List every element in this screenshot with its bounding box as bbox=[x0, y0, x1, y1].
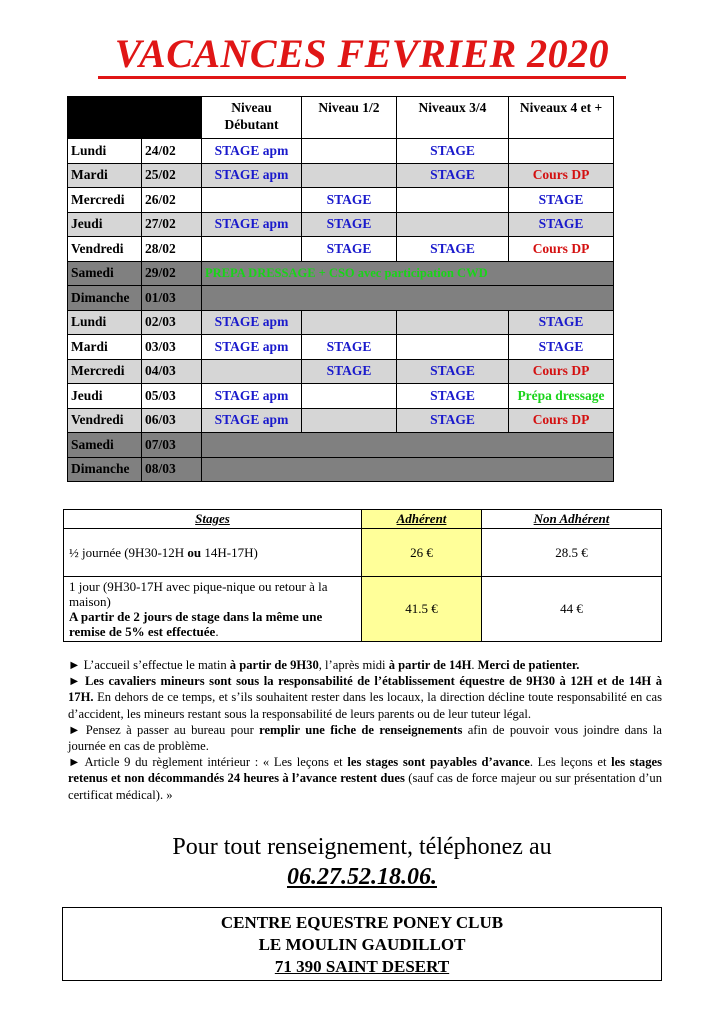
schedule-cell-level-1: STAGE apm bbox=[202, 163, 302, 188]
schedule-cell-level-4: STAGE bbox=[509, 310, 614, 335]
note-fiche-c: afin de pouvoir vous joindre dans la journée en cas de problème. bbox=[68, 722, 663, 754]
note-article-9 bbox=[68, 754, 662, 803]
schedule-row bbox=[68, 286, 614, 311]
schedule-weekend-event bbox=[202, 433, 614, 458]
note-accueil-e: . bbox=[471, 658, 478, 672]
header-niveau-debutant: Niveau Débutant bbox=[202, 97, 302, 139]
schedule-cell-level-4: Prépa dressage bbox=[509, 384, 614, 409]
schedule-date: 04/03 bbox=[142, 359, 202, 384]
note-article-bold-1: les stages sont payables d’avance bbox=[347, 755, 530, 770]
schedule-date: 07/03 bbox=[142, 433, 202, 458]
schedule-row bbox=[68, 212, 614, 237]
schedule-row bbox=[68, 433, 614, 458]
schedule-cell-level-3: STAGE bbox=[397, 408, 509, 433]
schedule-date: 06/03 bbox=[142, 408, 202, 433]
schedule-day: Lundi bbox=[68, 139, 142, 164]
schedule-cell-level-2: STAGE bbox=[302, 335, 397, 360]
schedule-cell-level-1: STAGE apm bbox=[202, 408, 302, 433]
schedule-weekend-event bbox=[202, 457, 614, 482]
schedule-date: 24/02 bbox=[142, 139, 202, 164]
schedule-cell-level-4: STAGE bbox=[509, 335, 614, 360]
schedule-day: Mardi bbox=[68, 335, 142, 360]
schedule-date: 03/03 bbox=[142, 335, 202, 360]
footer-postal-address: 71 390 SAINT DESERT bbox=[274, 957, 450, 976]
pricing-header-stages: Stages bbox=[64, 510, 362, 529]
schedule-cell-level-1: STAGE apm bbox=[202, 335, 302, 360]
schedule-cell-level-2 bbox=[302, 408, 397, 433]
full-day-non-adherent-price: 44 € bbox=[482, 577, 662, 642]
schedule-cell-level-1 bbox=[202, 188, 302, 213]
schedule-header-row bbox=[68, 97, 614, 139]
schedule-day: Dimanche bbox=[68, 286, 142, 311]
schedule-row bbox=[68, 310, 614, 335]
note-responsabilite-bold: ► Les cavaliers mineurs sont sous la responsabilité de l’établissement équestre de 9H30 à 12H et de 14H à 17H. bbox=[68, 674, 662, 705]
schedule-cell-level-2 bbox=[302, 139, 397, 164]
schedule-date: 25/02 bbox=[142, 163, 202, 188]
note-article-bold-2: les stages retenus et non décommandés 24 heures à l’avance restent dues bbox=[68, 755, 662, 786]
schedule-cell-level-3 bbox=[397, 310, 509, 335]
schedule-day: Jeudi bbox=[68, 384, 142, 409]
note-accueil bbox=[68, 657, 662, 673]
schedule-cell-level-2: STAGE bbox=[302, 212, 397, 237]
pricing-row-full-day bbox=[64, 577, 662, 642]
schedule-date: 27/02 bbox=[142, 212, 202, 237]
schedule-cell-level-2 bbox=[302, 310, 397, 335]
schedule-cell-level-2: STAGE bbox=[302, 188, 397, 213]
half-day-adherent-price: 26 € bbox=[362, 529, 482, 577]
schedule-cell-level-3 bbox=[397, 212, 509, 237]
schedule-day: Mercredi bbox=[68, 188, 142, 213]
schedule-cell-level-4: Cours DP bbox=[509, 359, 614, 384]
schedule-cell-level-3 bbox=[397, 335, 509, 360]
schedule-date: 26/02 bbox=[142, 188, 202, 213]
schedule-body bbox=[68, 97, 614, 482]
schedule-row bbox=[68, 261, 614, 286]
half-day-label-b: 14H-17H) bbox=[201, 544, 258, 560]
full-day-label bbox=[64, 577, 362, 642]
note-article-a: ► Article 9 du règlement intérieur : « Les leçons et bbox=[68, 755, 348, 770]
schedule-cell-level-3: STAGE bbox=[397, 359, 509, 384]
schedule-date: 08/03 bbox=[142, 457, 202, 482]
schedule-row bbox=[68, 237, 614, 262]
schedule-cell-level-1: STAGE apm bbox=[202, 384, 302, 409]
half-day-non-adherent-price: 28.5 € bbox=[482, 529, 662, 577]
schedule-date: 02/03 bbox=[142, 310, 202, 335]
schedule-day: Vendredi bbox=[68, 408, 142, 433]
schedule-day: Jeudi bbox=[68, 212, 142, 237]
schedule-cell-level-1: STAGE apm bbox=[202, 212, 302, 237]
schedule-cell-level-4: Cours DP bbox=[509, 163, 614, 188]
schedule-day: Dimanche bbox=[68, 457, 142, 482]
footer-address-box bbox=[62, 907, 662, 981]
note-accueil-a: ► L’accueil s’effectue le matin bbox=[68, 658, 230, 672]
note-fiche bbox=[68, 722, 662, 754]
schedule-cell-level-4: Cours DP bbox=[509, 237, 614, 262]
phone-number[interactable]: 06.27.52.18.06. bbox=[287, 864, 437, 890]
schedule-weekend-event: PREPA DRESSAGE + CSO avec participation CWD bbox=[202, 261, 614, 286]
schedule-row bbox=[68, 188, 614, 213]
note-fiche-bold: remplir une fiche de renseignements bbox=[259, 722, 463, 737]
schedule-cell-level-2: STAGE bbox=[302, 237, 397, 262]
schedule-day: Samedi bbox=[68, 261, 142, 286]
schedule-date: 28/02 bbox=[142, 237, 202, 262]
schedule-cell-level-3: STAGE bbox=[397, 237, 509, 262]
schedule-cell-level-3: STAGE bbox=[397, 384, 509, 409]
schedule-cell-level-2 bbox=[302, 384, 397, 409]
half-day-label-or: ou bbox=[187, 544, 202, 560]
schedule-row bbox=[68, 335, 614, 360]
pricing-header-non-adherent: Non Adhérent bbox=[482, 510, 662, 529]
schedule-weekend-event bbox=[202, 286, 614, 311]
full-day-discount: A partir de 2 jours de stage dans la même une remise de 5% est effectuée bbox=[69, 609, 323, 639]
schedule-day: Samedi bbox=[68, 433, 142, 458]
schedule-cell-level-2: STAGE bbox=[302, 359, 397, 384]
header-niveaux-4-plus: Niveaux 4 et + bbox=[509, 97, 614, 139]
note-accueil-c: , l’après midi bbox=[318, 658, 389, 672]
half-day-label-a: ½ journée (9H30-12H bbox=[69, 544, 188, 560]
schedule-cell-level-1: STAGE apm bbox=[202, 139, 302, 164]
note-article-e: (sauf cas de force majeur ou sur présentation d’un certificat médical). » bbox=[68, 771, 662, 802]
schedule-cell-level-3 bbox=[397, 188, 509, 213]
pricing-header-row bbox=[64, 510, 662, 529]
schedule-row bbox=[68, 163, 614, 188]
header-niveau-1-2: Niveau 1/2 bbox=[302, 97, 397, 139]
schedule-row bbox=[68, 408, 614, 433]
pricing-row-half-day bbox=[64, 529, 662, 577]
pricing-header-adherent: Adhérent bbox=[362, 510, 482, 529]
schedule-date: 05/03 bbox=[142, 384, 202, 409]
note-fiche-a: ► Pensez à passer au bureau pour bbox=[68, 722, 260, 737]
note-accueil-time-am: à partir de 9H30 bbox=[229, 658, 319, 672]
note-accueil-patience: Merci de patienter. bbox=[477, 658, 580, 672]
schedule-row bbox=[68, 139, 614, 164]
half-day-label bbox=[64, 529, 362, 577]
schedule-date: 01/03 bbox=[142, 286, 202, 311]
schedule-cell-level-2 bbox=[302, 163, 397, 188]
schedule-cell-level-3: STAGE bbox=[397, 163, 509, 188]
header-day-blank bbox=[68, 97, 142, 139]
schedule-cell-level-1 bbox=[202, 237, 302, 262]
schedule-day: Mardi bbox=[68, 163, 142, 188]
schedule-cell-level-4: STAGE bbox=[509, 212, 614, 237]
title-underline bbox=[98, 76, 626, 79]
footer-place-name: LE MOULIN GAUDILLOT bbox=[258, 935, 466, 954]
pricing-table bbox=[63, 509, 662, 642]
full-day-adherent-price: 41.5 € bbox=[362, 577, 482, 642]
notes-block bbox=[68, 657, 662, 803]
schedule-row bbox=[68, 457, 614, 482]
page-title: VACANCES FEVRIER 2020 bbox=[114, 31, 610, 76]
schedule-day: Mercredi bbox=[68, 359, 142, 384]
schedule-day: Vendredi bbox=[68, 237, 142, 262]
footer-club-name: CENTRE EQUESTRE PONEY CLUB bbox=[220, 913, 504, 932]
note-article-c: . Les leçons et bbox=[529, 755, 612, 770]
header-date-blank bbox=[142, 97, 202, 139]
schedule-table bbox=[67, 96, 614, 482]
schedule-cell-level-4: STAGE bbox=[509, 188, 614, 213]
schedule-cell-level-1: STAGE apm bbox=[202, 310, 302, 335]
note-accueil-time-pm: à partir de 14H bbox=[388, 658, 472, 672]
schedule-date: 29/02 bbox=[142, 261, 202, 286]
schedule-cell-level-1 bbox=[202, 359, 302, 384]
contact-line: Pour tout renseignement, téléphonez au bbox=[172, 834, 552, 860]
schedule-row bbox=[68, 359, 614, 384]
schedule-cell-level-4 bbox=[509, 139, 614, 164]
note-responsabilite bbox=[68, 673, 662, 722]
schedule-row bbox=[68, 384, 614, 409]
schedule-cell-level-4: Cours DP bbox=[509, 408, 614, 433]
note-responsabilite-text: En dehors de ce temps, et s’ils souhaitent rester dans les locaux, la direction décline toute responsabilité en cas d’accident, les mineurs restant sous la responsabilité de leurs parents ou de leur tuteur légal. bbox=[68, 690, 662, 721]
header-niveaux-3-4: Niveaux 3/4 bbox=[397, 97, 509, 139]
full-day-label-end: . bbox=[215, 624, 219, 639]
schedule-cell-level-3: STAGE bbox=[397, 139, 509, 164]
full-day-label-plain: 1 jour (9H30-17H avec pique-nique ou retour à la maison) bbox=[69, 579, 328, 609]
schedule-day: Lundi bbox=[68, 310, 142, 335]
